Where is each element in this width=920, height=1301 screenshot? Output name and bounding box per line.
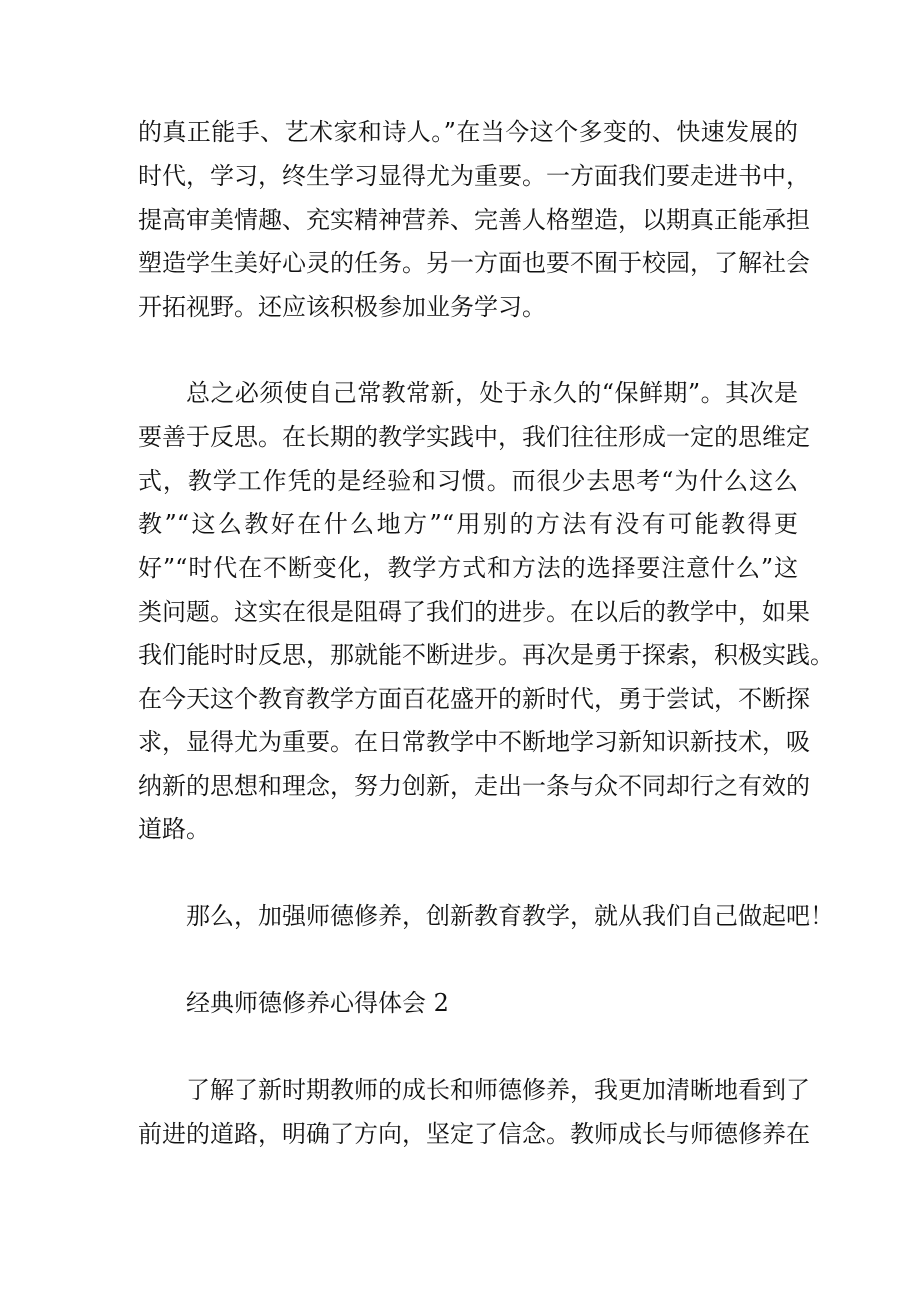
- paragraph-1-line-2: 时代，学习，终生学习显得尤为重要。一方面我们要走进书中，: [138, 162, 810, 190]
- paragraph-2-line-9: 求，显得尤为重要。在日常教学中不断地学习新知识新技术，吸: [138, 728, 810, 756]
- paragraph-2-line-8: 在今天这个教育教学方面百花盛开的新时代，勇于尝试，不断探: [138, 685, 810, 713]
- paragraph-4-line-2: 前进的道路，明确了方向，坚定了信念。教师成长与师德修养在: [138, 1120, 810, 1148]
- paragraph-1-line-3: 提高审美情趣、充实精神营养、完善人格塑造，以期真正能承担: [138, 206, 810, 234]
- paragraph-2-line-4: 教”“这么教好在什么地方”“用别的方法有没有可能教得更: [138, 510, 798, 538]
- paragraph-2-line-5: 好”“时代在不断变化，教学方式和方法的选择要注意什么”这: [138, 554, 798, 582]
- paragraph-1-line-4: 塑造学生美好心灵的任务。另一方面也要不囿于校园，了解社会: [138, 249, 810, 277]
- paragraph-2-line-10: 纳新的思想和理念，努力创新，走出一条与众不同却行之有效的: [138, 772, 810, 800]
- paragraph-1-line-1: 的真正能手、艺术家和诗人。”在当今这个多变的、快速发展的: [138, 118, 798, 146]
- paragraph-2-line-3: 式，教学工作凭的是经验和习惯。而很少去思考“为什么这么: [138, 467, 798, 495]
- section-heading: 经典师德修养心得体会 2: [186, 989, 449, 1017]
- paragraph-2-line-11: 道路。: [138, 815, 210, 843]
- paragraph-3: 那么，加强师德修养，创新教育教学，就从我们自己做起吧！: [186, 902, 834, 930]
- paragraph-2-line-7: 我们能时时反思，那就能不断进步。再次是勇于探索，积极实践。: [138, 641, 834, 669]
- paragraph-1-line-5: 开拓视野。还应该积极参加业务学习。: [138, 293, 546, 321]
- paragraph-2-line-2: 要善于反思。在长期的教学实践中，我们往往形成一定的思维定: [138, 423, 810, 451]
- paragraph-2-line-1: 总之必须使自己常教常新，处于永久的“保鲜期”。其次是: [186, 379, 798, 407]
- paragraph-4-line-1: 了解了新时期教师的成长和师德修养，我更加清晰地看到了: [186, 1076, 810, 1104]
- paragraph-2-line-6: 类问题。这实在很是阻碍了我们的进步。在以后的教学中，如果: [138, 598, 810, 626]
